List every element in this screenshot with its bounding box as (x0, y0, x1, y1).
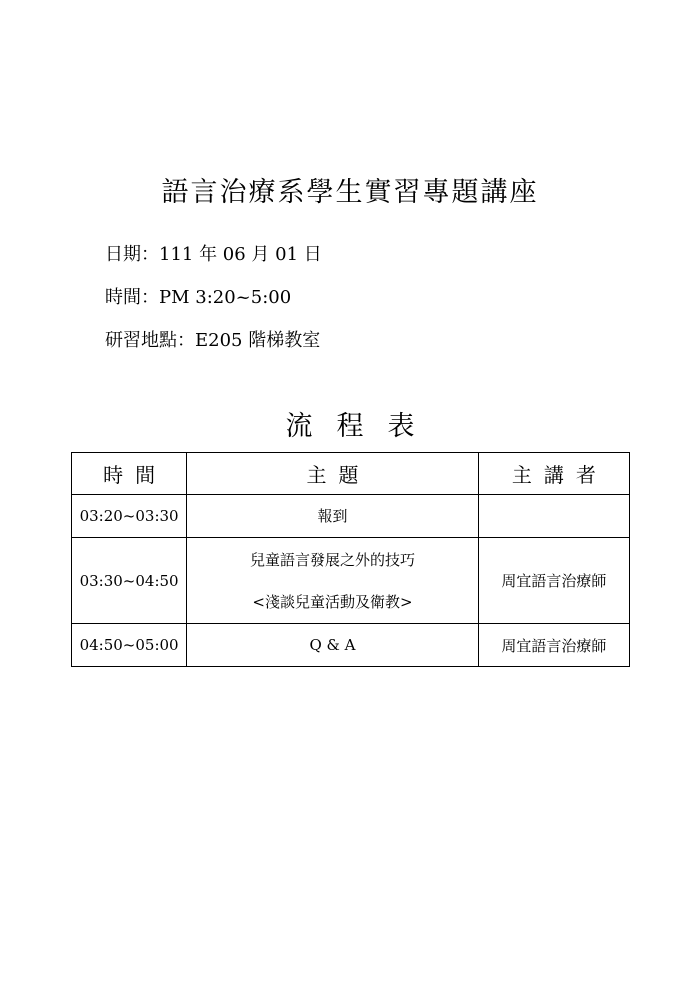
row-speaker (478, 495, 629, 538)
table-row (72, 495, 630, 538)
row-time: 03:20~03:30 (72, 495, 187, 538)
page-title: 語言治療系學生實習專題講座 (161, 177, 539, 208)
topic-line: 兒童語言發展之外的技巧 (249, 550, 415, 569)
topic-line: Q & A (309, 636, 356, 654)
table-row (72, 624, 630, 667)
topic-line: <淺談兒童活動及衛教> (252, 592, 413, 611)
event-date: 日期：111 年 06 月 01 日 (105, 244, 322, 265)
header-speaker: 主講者 (478, 453, 629, 495)
table-row (72, 538, 630, 624)
row-time: 03:30~04:50 (72, 538, 187, 624)
row-topic (187, 624, 479, 667)
event-time: 時間：PM 3:20~5:00 (105, 287, 292, 308)
table-header-row (72, 453, 630, 495)
schedule-title: 流程表 (285, 411, 439, 442)
row-topic (187, 495, 479, 538)
row-time: 04:50~05:00 (72, 624, 187, 667)
header-topic: 主題 (187, 453, 479, 495)
row-topic (187, 538, 479, 624)
topic-line: 報到 (317, 507, 348, 525)
row-speaker: 周宜語言治療師 (478, 538, 629, 624)
header-time: 時間 (72, 453, 187, 495)
event-location: 研習地點：E205 階梯教室 (105, 330, 321, 351)
schedule-table (71, 452, 630, 667)
row-speaker: 周宜語言治療師 (478, 624, 629, 667)
